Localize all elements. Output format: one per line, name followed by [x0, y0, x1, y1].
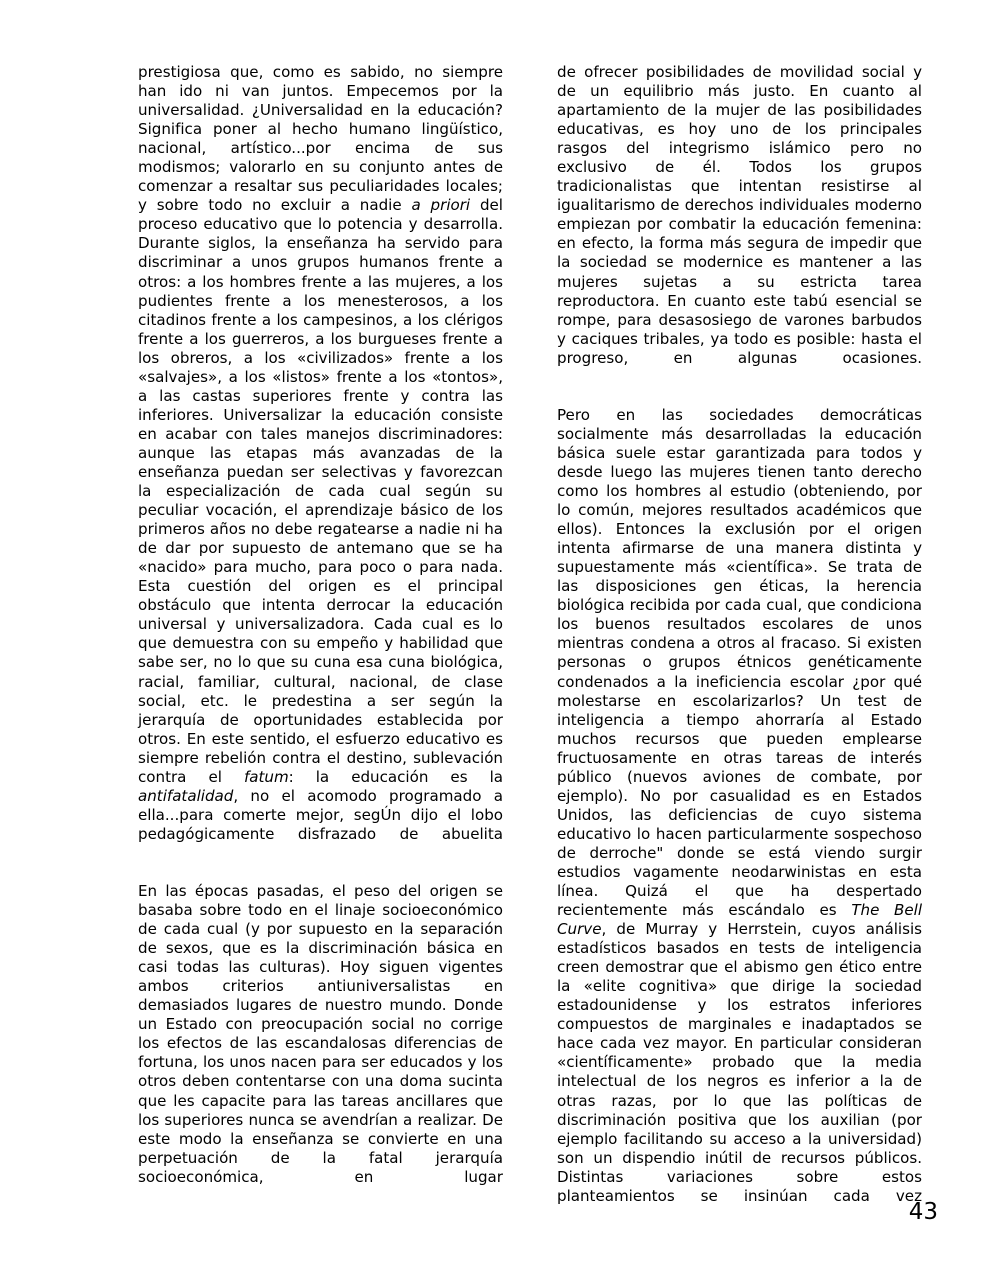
italic-run: a priori	[411, 196, 471, 215]
italic-run: fatum	[243, 767, 289, 786]
paragraph: Pero en las sociedades democráticas socialmente más desarrolladas la educación básica suele estar garantizada para todos y desde luego las mujeres tienen tanto derecho como los hombres al estudio (obteniendo, por lo común, mejores resultados académicos que ellos). Entonces la exclusión por el origen intenta afirmarse de una manera distinta y supuestamente más «científica». Se trata de las disposiciones gen éticas, la herencia biológica recibida por cada cual, que condiciona los buenos resultados escolares de unos mientras condena a otros al fracaso. Si existen personas o grupos étnicos genéticamente condenados a la ineficiencia escolar ¿por qué molestarse en escolarizarlos? Un test de inteligencia a tiempo ahorraría al Estado muchos recursos que pueden emplearse fructuosamente en otras tareas de interés público (nuevos aviones de combate, por ejemplo). No por casualidad es en Estados Unidos, las deficiencias de cuyo sistema educativo lo hacen particularmente sospechoso de derroche" donde se está viendo surgir estudios vagamente neodarwinistas en esta línea. Quizá el que ha despertado recientemente más escándalo es The Bell Curve, de Murray y Herrstein, cuyos análisis estadísticos basados en tests de inteligencia creen demostrar que el abismo gen ético entre la «elite cognitiva» que dirige la sociedad estadounidense y los estratos inferiores compuestos de marginales e inadaptados se hace cada vez mayor. En particular consideran «científicamente» probado que la media intelectual de los negros es inferior a la de otras razas, por lo que las políticas de discriminación positiva que los auxilian (por ejemplo facilitando su acceso a la universidad) son un dispendio inútil de recursos públicos. Distintas variaciones sobre estos planteamientos se insinúan cada vez	[557, 405, 922, 1205]
left-column	[138, 63, 503, 1206]
paragraph: En las épocas pasadas, el peso del origen se basaba sobre todo en el linaje socioeconómico de cada cual (y por supuesto en la separación de sexos, que es la discriminación básica en casi todas las culturas). Hoy siguen vigentes ambos criterios antiuniversalistas en demasiados lugares de nuestro mundo. Donde un Estado con preocupación social no corrige los efectos de las escandalosas diferencias de fortuna, los unos nacen para ser educados y los otros deben contentarse con una doma sucinta que les capacite para las tareas ancillares que los superiores nunca se avendrían a realizar. De este modo la enseñanza se convierte en una perpetuación de la fatal jerarquía socioeconómica, en lugar	[138, 882, 503, 1186]
paragraph: de ofrecer posibilidades de movilidad social y de un equilibrio más justo. En cuanto al apartamiento de la mujer de las posibilidades educativas, es hoy uno de los principales rasgos del integrismo islámico pero no exclusivo de él. Todos los grupos tradicionalistas que intentan resistirse al igualitarismo de derechos individuales moderno empiezan por combatir la educación femenina: en efecto, la forma más segura de impedir que la sociedad se modernice es mantener a las mujeres sujetas a su estricta tarea reproductora. En cuanto este tabú esencial se rompe, para desasosiego de varones barbudos y caciques tribales, ya todo es posible: hasta el progreso, en algunas ocasiones.	[557, 63, 922, 367]
paragraph: prestigiosa que, como es sabido, no siempre han ido ni van juntos. Empecemos por la universalidad. ¿Universalidad en la educación? Significa poner al hecho humano lingüístico, nacional, artístico...por encima de sus modismos; valorarlo en su conjunto antes de comenzar a resaltar sus peculiaridades locales; y sobre todo no excluir a nadie a priori del proceso educativo que lo potencia y desarrolla. Durante siglos, la enseñanza ha servido para discriminar a unos grupos humanos frente a otros: a los hombres frente a las mujeres, a los pudientes frente a los menesterosos, a los citadinos frente a los campesinos, a los clérigos frente a los guerreros, a los burgueses frente a los obreros, a los «civilizados» frente a los «salvajes», a los «listos» frente a los «tontos», a las castas superiores frente y contra las inferiores. Universalizar la educación consiste en acabar con tales manejos discriminadores: aunque las etapas más avanzadas de la enseñanza puedan ser selectivas y favorezcan la especialización de cada cual según su peculiar vocación, el aprendizaje básico de los primeros años no debe regatearse a nadie ni ha de dar por supuesto de antemano que se ha «nacido» para mucho, para poco o para nada. Esta cuestión del origen es el principal obstáculo que intenta derrocar la educación universal y universalizadora. Cada cual es lo que demuestra con su empeño y habilidad que sabe ser, no lo que su cuna esa cuna biológica, racial, familiar, cultural, nacional, de clase social, etc. le predestina a ser según la jerarquía de oportunidades establecida por otros. En este sentido, el esfuerzo educativo es siempre rebelión contra el destino, sublevación contra el fatum: la educación es la antifatalidad, no el acomodo programado a ella...para comerte mejor, segÚn dijo el lobo pedagógicamente disfrazado de abuelita	[138, 63, 503, 843]
italic-run: antifatalidad	[138, 786, 234, 805]
right-column	[557, 63, 922, 1225]
italic-run: The Bell Curve	[557, 901, 922, 939]
page-number: 43	[908, 1199, 938, 1225]
two-column-body	[138, 63, 922, 1205]
